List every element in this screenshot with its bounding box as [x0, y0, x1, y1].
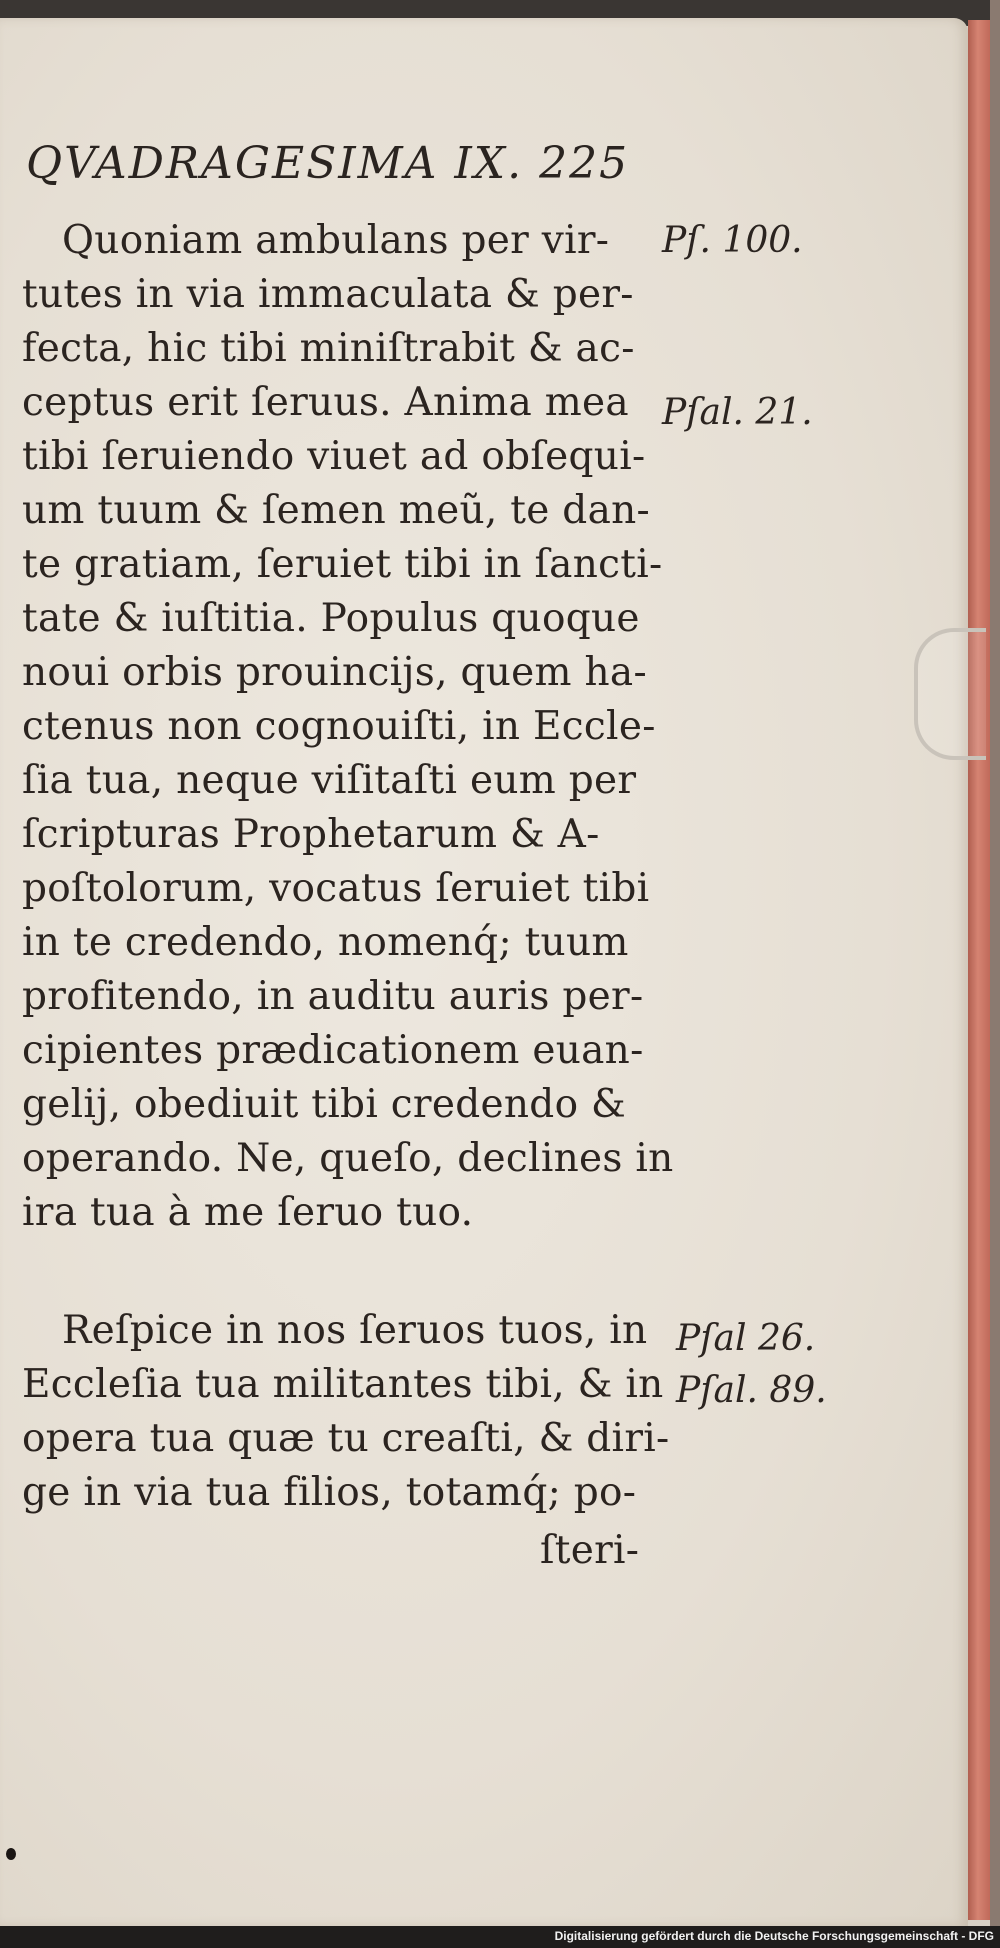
- running-header: QVADRAGESIMA IX. 225: [26, 138, 630, 189]
- margin-note: Pſal 26.: [676, 1318, 816, 1359]
- margin-note: Pſ. 100.: [662, 220, 803, 261]
- text-line: ira tua à me ſeruo tuo.: [22, 1190, 474, 1235]
- text-line: cipientes prædicationem euan-: [22, 1028, 644, 1073]
- text-line: noui orbis prouincijs, quem ha-: [22, 650, 647, 695]
- text-line: Quoniam ambulans per vir-: [62, 218, 610, 263]
- text-line: ſcripturas Prophetarum & A-: [22, 812, 600, 857]
- text-line: tibi ſeruiendo viuet ad obſequi-: [22, 434, 646, 479]
- margin-note: Pſal. 89.: [676, 1370, 827, 1411]
- catchword: ſteri-: [540, 1528, 640, 1573]
- text-line: Eccleſia tua militantes tibi, & in: [22, 1362, 664, 1407]
- margin-note: Pſal. 21.: [662, 392, 813, 433]
- text-line: Reſpice in nos ſeruos tuos, in: [62, 1308, 648, 1353]
- ink-dot: [6, 1848, 16, 1860]
- text-line: profitendo, in auditu auris per-: [22, 974, 644, 1019]
- text-line: tutes in via immaculata & per-: [22, 272, 634, 317]
- binding-strip: [990, 0, 1000, 1948]
- text-line: poſtolorum, vocatus ſeruiet tibi: [22, 866, 650, 911]
- text-line: ſia tua, neque viſitaſti eum per: [22, 758, 637, 803]
- page-clip: [914, 628, 986, 760]
- text-line: ge in via tua filios, totamq́; po-: [22, 1470, 637, 1515]
- text-line: te gratiam, ſeruiet tibi in ſancti-: [22, 542, 663, 587]
- text-line: fecta, hic tibi miniſtrabit & ac-: [22, 326, 635, 371]
- text-line: um tuum & ſemen meũ, te dan-: [22, 488, 651, 533]
- text-line: in te credendo, nomenq́; tuum: [22, 920, 629, 965]
- text-line: operando. Ne, queſo, declines in: [22, 1136, 674, 1181]
- text-line: tate & iuſtitia. Populus quoque: [22, 596, 640, 641]
- text-line: gelij, obediuit tibi credendo &: [22, 1082, 627, 1127]
- digitization-credit: Digitalisierung gefördert durch die Deutsche Forschungsgemeinschaft - DFG: [554, 1929, 994, 1943]
- text-line: ceptus erit ſeruus. Anima mea: [22, 380, 629, 425]
- text-line: opera tua quæ tu creaſti, & diri-: [22, 1416, 670, 1461]
- red-page-edge: [968, 20, 990, 1920]
- text-line: ctenus non cognouiſti, in Eccle-: [22, 704, 656, 749]
